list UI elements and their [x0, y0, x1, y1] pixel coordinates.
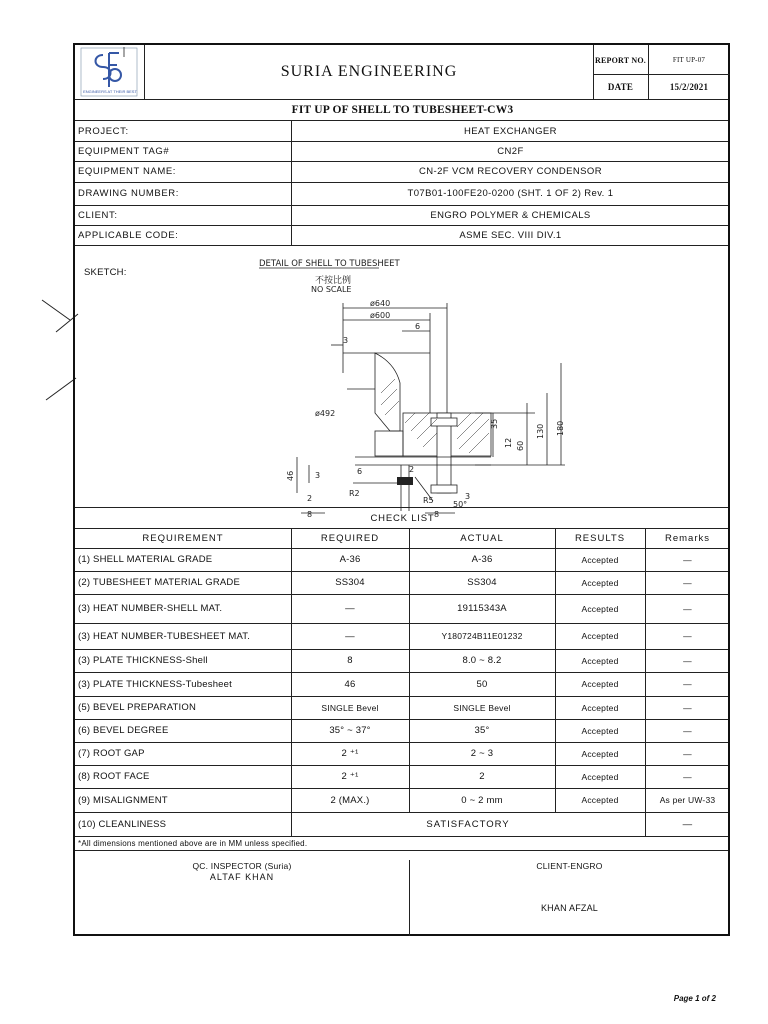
info-value: T07B01-100FE20-0200 (SHT. 1 OF 2) Rev. 1: [407, 188, 614, 199]
report-no-value: FIT UP-07: [672, 55, 706, 64]
checklist-cell: —: [683, 603, 692, 614]
checklist-cell: (2) TUBESHEET MATERIAL GRADE: [78, 577, 241, 588]
company-name: SURIA ENGINEERING: [280, 63, 458, 80]
info-label: APPLICABLE CODE:: [78, 229, 179, 241]
checklist-cell: Accepted: [581, 655, 619, 666]
checklist-cell: —: [683, 725, 692, 736]
checklist-cell: —: [345, 630, 355, 642]
checklist-cell: Accepted: [581, 725, 619, 736]
dim-onethirty: 130: [536, 423, 545, 439]
dim-twelve: 12: [504, 437, 513, 448]
checklist-cell: 2 (MAX.): [330, 794, 370, 806]
checklist-cell: SS304: [335, 577, 365, 588]
checklist-cell: —: [683, 679, 692, 689]
checklist-cell: (5) BEVEL PREPARATION: [78, 702, 197, 713]
info-value: ASME SEC. VIII DIV.1: [459, 229, 562, 241]
dim-two: 2: [409, 465, 415, 474]
checklist-cell: —: [683, 702, 692, 713]
dim-r2: R2: [349, 489, 360, 498]
date-value: 15/2/2021: [669, 81, 709, 92]
dim-six-b: 6: [357, 467, 363, 476]
info-value: CN-2F VCM RECOVERY CONDENSOR: [419, 166, 602, 177]
checklist-cell: SINGLE Bevel: [453, 702, 511, 713]
checklist-cell: —: [345, 603, 355, 614]
client-label: CLIENT-ENGRO: [536, 861, 603, 871]
dim-sixty: 60: [516, 440, 525, 451]
checklist-cell: Accepted: [581, 679, 619, 689]
checklist-cell: 2 ⁺¹: [341, 748, 359, 759]
info-label: DRAWING NUMBER:: [78, 188, 180, 199]
dim-fortysix: 46: [286, 470, 295, 481]
dim-r5: R5: [423, 496, 434, 505]
checklist-header: RESULTS: [574, 532, 626, 544]
cleanliness-label: (10) CLEANLINESS: [78, 818, 167, 830]
sketch-title: DETAIL OF SHELL TO TUBESHEET: [259, 259, 400, 269]
sketch-subtitle: NO SCALE: [311, 285, 352, 294]
checklist-cell: (3) PLATE THICKNESS-Tubesheet: [78, 678, 232, 690]
info-value: ENGRO POLYMER & CHEMICALS: [430, 209, 591, 221]
checklist-col-divider: [291, 528, 292, 836]
checklist-cell: (9) MISALIGNMENT: [78, 794, 168, 806]
client-name: KHAN AFZAL: [540, 903, 598, 913]
checklist-cell: A-36: [471, 554, 493, 565]
dim-two-b: 2: [307, 494, 313, 503]
checklist-cell: —: [683, 577, 692, 588]
checklist-col-divider: [645, 528, 646, 836]
checklist-cell: Accepted: [581, 702, 619, 713]
checklist-cell: 35° ~ 37°: [329, 725, 371, 736]
checklist-cell: Accepted: [581, 577, 619, 588]
dim-fifty: 50°: [453, 500, 468, 509]
qc-inspector-label: QC. INSPECTOR (Suria): [192, 861, 292, 871]
checklist-header: REQUIREMENT: [142, 532, 224, 544]
checklist-cell: 2 ~ 3: [470, 748, 494, 759]
checklist-cell: Accepted: [581, 795, 619, 805]
checklist-cell: Accepted: [581, 748, 619, 759]
checklist-title: CHECK LIST: [370, 512, 435, 524]
cleanliness-remark: —: [682, 818, 693, 830]
dim-eight: 8: [307, 510, 313, 519]
dim-three: 3: [343, 336, 349, 345]
checklist-cell: Accepted: [581, 631, 619, 641]
checklist-cell: (8) ROOT FACE: [78, 771, 150, 782]
checklist-cell: SS304: [467, 577, 497, 588]
dim-three-c: 3: [465, 492, 471, 501]
checklist-header: Remarks: [664, 532, 710, 544]
report-no-label: REPORT NO.: [595, 55, 646, 65]
checklist-cell: (3) PLATE THICKNESS-Shell: [78, 655, 208, 666]
checklist-cell: 2: [479, 771, 485, 782]
info-value: HEAT EXCHANGER: [464, 125, 557, 137]
checklist-cell: Accepted: [581, 554, 619, 565]
checklist-cell: 35°: [474, 725, 490, 736]
checklist-cell: SINGLE Bevel: [321, 702, 379, 713]
checklist-cell: (7) ROOT GAP: [78, 748, 145, 759]
checklist-col-divider: [555, 528, 556, 812]
checklist-cell: —: [683, 554, 692, 565]
sketch-label: SKETCH:: [84, 266, 127, 278]
checklist-cell: 8.0 ~ 8.2: [462, 655, 502, 666]
dim-d640: ø640: [370, 299, 391, 308]
checklist-cell: 0 ~ 2 mm: [461, 794, 503, 806]
checklist-cell: 8: [347, 655, 353, 666]
checklist-cell: 46: [344, 678, 356, 690]
info-value: CN2F: [497, 145, 524, 157]
dim-six: 6: [415, 322, 421, 331]
checklist-cell: Accepted: [581, 603, 619, 614]
info-label: EQUIPMENT NAME:: [78, 166, 177, 177]
checklist-cell: 50: [476, 678, 488, 690]
checklist-cell: (3) HEAT NUMBER-TUBESHEET MAT.: [78, 630, 251, 642]
checklist-cell: —: [683, 748, 692, 759]
checklist-cell: (3) HEAT NUMBER-SHELL MAT.: [78, 603, 223, 614]
checklist-header: ACTUAL: [460, 532, 504, 544]
checklist-cell: Accepted: [581, 771, 619, 782]
page-number: Page 1 of 2: [673, 994, 716, 1003]
note-divider: [75, 850, 728, 851]
dim-eight-b: 8: [434, 510, 440, 519]
checklist-cell: (6) BEVEL DEGREE: [78, 725, 169, 736]
dim-thirtyfive: 35: [490, 418, 499, 429]
logo-tagline: ENGINEERS AT THEIR BEST: [83, 89, 137, 94]
cleanliness-value: SATISFACTORY: [426, 818, 510, 830]
fitup-report-sheet: [73, 43, 730, 936]
checklist-cell: —: [683, 655, 692, 666]
company-logo: [75, 45, 145, 99]
report-title: FIT UP OF SHELL TO TUBESHEET-CW3: [291, 104, 514, 116]
dim-d600: ø600: [370, 311, 391, 320]
qc-inspector-name: ALTAF KHAN: [209, 872, 275, 882]
checklist-cell: 2 ⁺¹: [341, 771, 359, 782]
info-label: PROJECT:: [78, 125, 129, 137]
date-label: DATE: [607, 81, 634, 92]
margin-marks: [0, 0, 80, 420]
checklist-cell: Y180724B11E01232: [441, 631, 523, 641]
dim-oneeighty: 180: [556, 420, 565, 436]
sketch-subtitle-cn: 不按比例: [315, 276, 352, 286]
checklist-cell: (1) SHELL MATERIAL GRADE: [78, 554, 213, 565]
dim-three-b: 3: [315, 471, 321, 480]
checklist-col-divider: [409, 528, 410, 812]
info-label: CLIENT:: [78, 209, 118, 221]
checklist-cell: A-36: [339, 554, 361, 565]
checklist-cell: As per UW-33: [659, 795, 716, 805]
checklist-cell: —: [683, 631, 692, 641]
info-label: EQUIPMENT TAG#: [78, 145, 170, 157]
dimensions-note: *All dimensions mentioned above are in MM unless specified.: [78, 838, 308, 848]
checklist-header: REQUIRED: [320, 532, 380, 544]
info-row-divider: [75, 245, 728, 246]
checklist-cell: —: [683, 771, 692, 782]
info-col-divider: [291, 121, 292, 245]
checklist-cell: 19115343A: [457, 603, 507, 614]
dim-d492: ø492: [315, 409, 336, 418]
